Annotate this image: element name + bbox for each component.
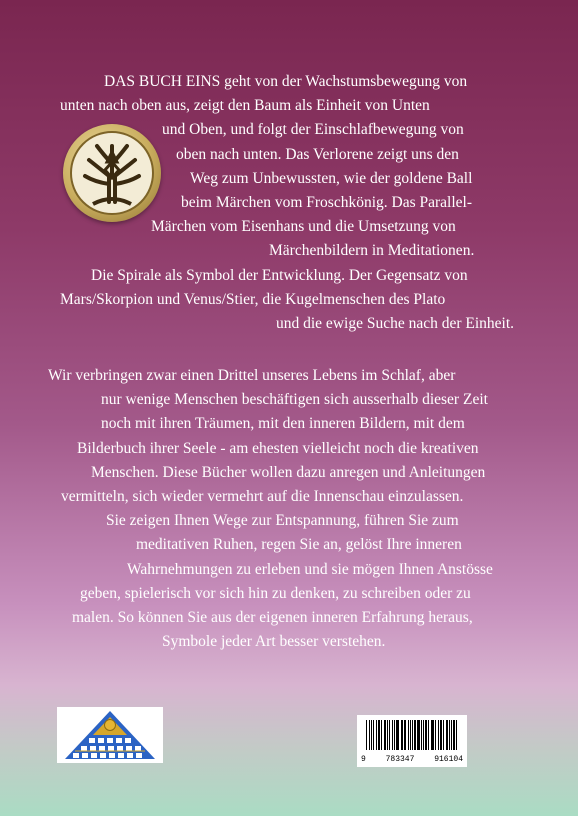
text-line: Wahrnehmungen zu erleben und sie mögen Ihnen Anstösse	[127, 560, 493, 578]
body-paragraph	[38, 364, 543, 654]
text-line: nur wenige Menschen beschäftigen sich ausserhalb dieser Zeit	[101, 391, 488, 409]
text-line: unten nach oben aus, zeigt den Baum als Einheit von Unten	[60, 97, 430, 115]
barcode-bars-icon	[366, 720, 458, 750]
text-line: malen. So können Sie aus der eigenen inneren Erfahrung heraus,	[72, 609, 473, 627]
text-line: Märchenbildern in Meditationen.	[269, 242, 475, 260]
barcode-digit-group: 783347	[385, 755, 415, 764]
text-line: DAS BUCH EINS geht von der Wachstumsbewegung von	[104, 73, 468, 90]
text-line: noch mit ihren Träumen, mit den inneren Bildern, mit dem	[101, 415, 465, 433]
text-line: Die Spirale als Symbol der Entwicklung. Der Gegensatz von	[91, 266, 468, 284]
isbn-barcode	[357, 715, 467, 767]
barcode-digit-group: 916104	[434, 755, 463, 764]
text-line: meditativen Ruhen, regen Sie an, gelöst Ihre inneren	[136, 536, 462, 554]
intro-paragraph	[60, 70, 520, 336]
text-line: Bilderbuch ihrer Seele - am ehesten vielleicht noch die kreativen	[77, 439, 479, 457]
text-line: vermitteln, sich wieder vermehrt auf die Innenschau einzulassen.	[61, 488, 464, 506]
text-line: geben, spielerisch vor sich hin zu denken, zu schreiben oder zu	[80, 584, 471, 602]
barcode-digits	[361, 755, 463, 764]
text-line: Sie zeigen Ihnen Wege zur Entspannung, führen Sie zum	[106, 512, 459, 530]
text-line: und Oben, und folgt der Einschlafbewegung von	[162, 121, 464, 139]
text-line: oben nach unten. Das Verlorene zeigt uns den	[176, 145, 459, 163]
text-line: Symbole jeder Art besser verstehen.	[162, 633, 386, 651]
text-line: Weg zum Unbewussten, wie der goldene Ball	[190, 169, 473, 187]
text-line: Märchen vom Eisenhans und die Umsetzung von	[151, 218, 456, 236]
text-line: Menschen. Diese Bücher wollen dazu anregen und Anleitungen	[91, 463, 486, 481]
text-line: und die ewige Suche nach der Einheit.	[276, 315, 515, 333]
text-line: Wir verbringen zwar einen Drittel unseres Lebens im Schlaf, aber	[48, 367, 456, 384]
pyramid-logo-icon	[57, 707, 163, 763]
barcode-digit-group: 9	[361, 755, 366, 764]
text-line: beim Märchen vom Froschkönig. Das Parallel-	[181, 194, 472, 212]
text-line: Mars/Skorpion und Venus/Stier, die Kugelmenschen des Plato	[60, 290, 446, 308]
